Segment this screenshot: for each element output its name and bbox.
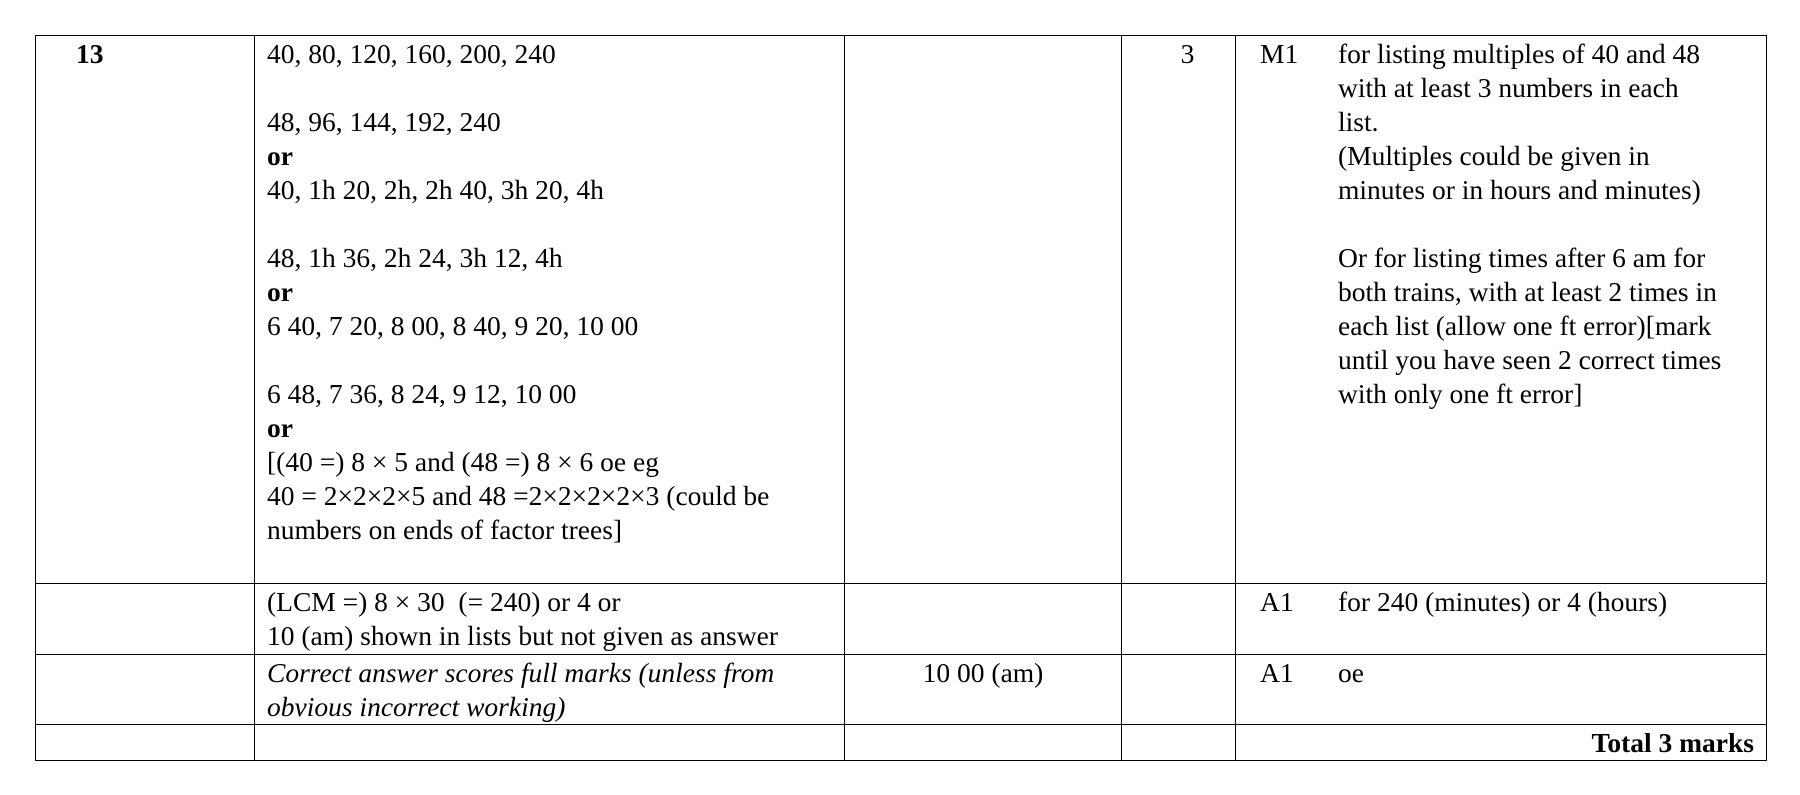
guidance-line: until you have seen 2 correct times (1338, 344, 1722, 375)
total-empty-cell (255, 725, 845, 761)
guidance-line: both trains, with at least 2 times in (1338, 276, 1717, 307)
working-line: obvious incorrect working) (267, 691, 566, 722)
working-line: 6 40, 7 20, 8 00, 8 40, 9 20, 10 00 (267, 310, 639, 341)
total-empty-cell (1122, 725, 1236, 761)
guidance-cell (1236, 584, 1767, 655)
guidance-line: with at least 3 numbers in each (1338, 72, 1679, 103)
working-line: (LCM =) 8 × 30 (= 240) or 4 or (267, 586, 621, 617)
working-line: 48, 96, 144, 192, 240 (267, 106, 501, 137)
guidance-line: list. (1338, 106, 1379, 137)
working-line: [(40 =) 8 × 5 and (48 =) 8 × 6 oe eg (267, 446, 659, 477)
working-gap (267, 207, 832, 241)
guidance-cell (1236, 36, 1767, 584)
guidance-line: for listing multiples of 40 and 48 (1338, 38, 1701, 69)
working-gap (267, 71, 832, 105)
working-line: 40, 80, 120, 160, 200, 240 (267, 38, 556, 69)
marks-cell: 3 (1122, 36, 1236, 584)
marks-cell (1122, 655, 1236, 725)
mark-code: A1 (1260, 657, 1294, 688)
guidance-line: (Multiples could be given in (1338, 140, 1650, 171)
working-line: 6 48, 7 36, 8 24, 9 12, 10 00 (267, 378, 577, 409)
mark-scheme-row-a1-lcm (36, 584, 1767, 655)
total-empty-cell (845, 725, 1122, 761)
question-number-empty (36, 584, 255, 655)
working-cell (255, 655, 845, 725)
guidance-line: each list (allow one ft error)[mark (1338, 310, 1712, 341)
guidance-line: oe (1338, 657, 1364, 688)
guidance-text (1338, 37, 1754, 411)
question-number-empty (36, 655, 255, 725)
mark-scheme-row-m1 (36, 36, 1767, 584)
mark-code: A1 (1260, 586, 1294, 617)
answer-cell (845, 584, 1122, 655)
marks-cell (1122, 584, 1236, 655)
guidance-cell (1236, 655, 1767, 725)
guidance-line: minutes or in hours and minutes) (1338, 174, 1701, 205)
answer-cell: 10 00 (am) (845, 655, 1122, 725)
mark-code: M1 (1260, 38, 1299, 69)
working-line: 40, 1h 20, 2h, 2h 40, 3h 20, 4h (267, 174, 604, 205)
or-label: or (267, 140, 293, 171)
or-label: or (267, 412, 293, 443)
answer-cell (845, 36, 1122, 584)
mark-scheme-total-row (36, 725, 1767, 761)
guidance-line: for 240 (minutes) or 4 (hours) (1338, 586, 1668, 617)
working-line: 40 = 2×2×2×5 and 48 =2×2×2×2×3 (could be (267, 480, 770, 511)
working-gap (267, 343, 832, 377)
total-empty-cell (36, 725, 255, 761)
working-cell (255, 584, 845, 655)
or-label: or (267, 276, 293, 307)
working-line: 10 (am) shown in lists but not given as answer (267, 620, 778, 651)
guidance-line: Or for listing times after 6 am for (1338, 242, 1706, 273)
question-number: 13 (36, 36, 255, 584)
mark-scheme-row-a1-answer (36, 655, 1767, 725)
guidance-gap (1338, 207, 1754, 241)
working-line: 48, 1h 36, 2h 24, 3h 12, 4h (267, 242, 563, 273)
guidance-line: with only one ft error] (1338, 378, 1583, 409)
total-marks: Total 3 marks (1236, 725, 1767, 761)
working-cell (255, 36, 845, 584)
mark-scheme-table (35, 35, 1767, 761)
working-line: Correct answer scores full marks (unless from (267, 657, 775, 688)
working-line: numbers on ends of factor trees] (267, 514, 623, 545)
